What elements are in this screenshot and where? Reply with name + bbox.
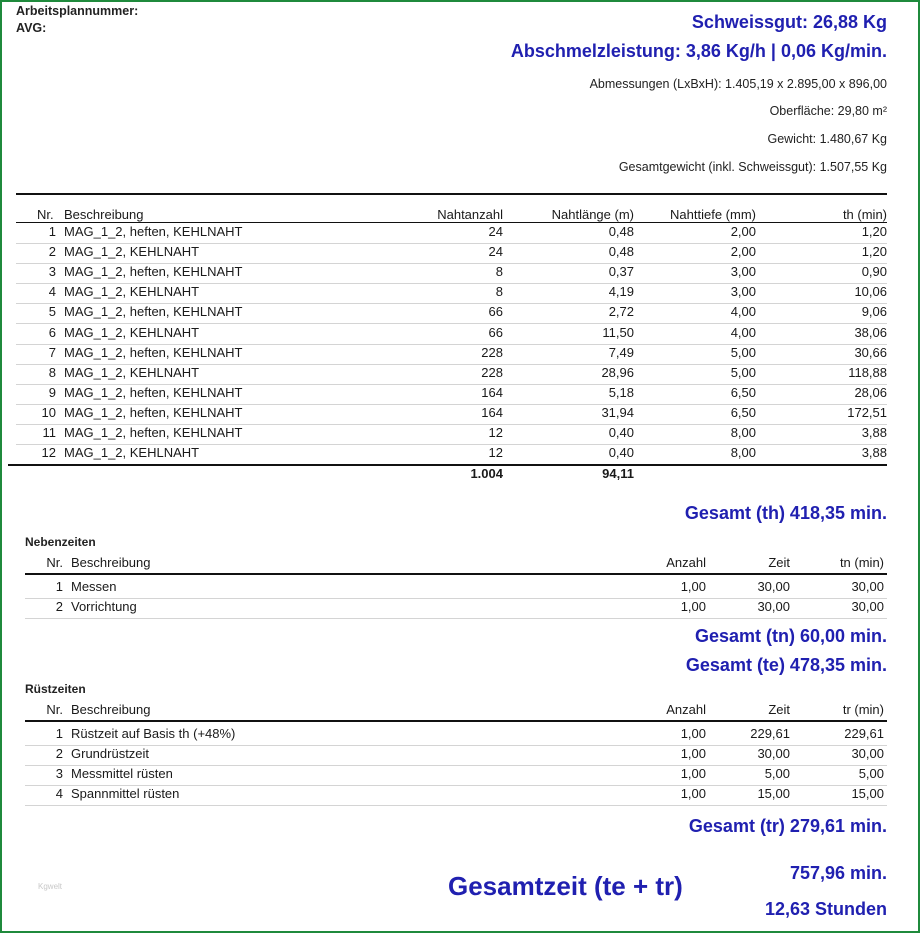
nebenzeiten-header-0: Nr.: [46, 555, 63, 570]
weld-cell-th: 172,51: [847, 404, 887, 420]
nebenzeiten-title: Nebenzeiten: [25, 535, 96, 549]
weld-header-rule: [16, 222, 887, 223]
nebenzeiten-header-3: Zeit: [768, 555, 790, 570]
weld-cell-nahtanzahl: 24: [488, 244, 503, 260]
weld-cell-beschreibung: MAG_1_2, KEHLNAHT: [64, 244, 200, 260]
ruestzeiten-header-2: Anzahl: [666, 702, 706, 717]
weld-cell-nahttiefe: 6,50: [730, 384, 756, 400]
ruestzeiten-cell-0: 1: [55, 726, 63, 741]
weld-cell-nahttiefe: 3,00: [730, 264, 756, 280]
ruestzeiten-cell-0: 4: [55, 786, 63, 801]
weld-cell-nr: 7: [48, 344, 56, 360]
weld-cell-nahtanzahl: 24: [488, 224, 503, 239]
ruestzeiten-cell-3: 229,61: [750, 726, 790, 741]
gesamt-tr: Gesamt (tr) 279,61 min.: [688, 816, 887, 836]
weld-cell-nahtlaenge: 0,37: [608, 264, 634, 280]
ruestzeiten-cell-0: 2: [55, 746, 63, 761]
weld-cell-nahtanzahl: 12: [488, 425, 503, 440]
ruestzeiten-header-rule: [25, 720, 887, 722]
weld-cell-nahtlaenge: 4,19: [608, 284, 634, 300]
weld-cell-nahttiefe: 2,00: [730, 244, 756, 260]
weld-cell-th: 1,20: [861, 244, 887, 260]
weld-cell-th: 30,66: [854, 344, 887, 360]
weld-cell-nahtlaenge: 0,40: [608, 425, 634, 440]
ruestzeiten-cell-2: 1,00: [680, 726, 706, 741]
gesamt-te: Gesamt (te) 478,35 min.: [685, 655, 887, 675]
weld-cell-nr: 9: [48, 384, 56, 400]
ruestzeiten-cell-4: 30,00: [851, 746, 884, 761]
weld-cell-th: 1,20: [861, 224, 887, 239]
weld-cell-nahttiefe: 3,00: [730, 284, 756, 300]
weld-cell-nahttiefe: 5,00: [730, 344, 756, 360]
weld-cell-th: 3,88: [861, 445, 887, 461]
nebenzeiten-cell-2: 1,00: [680, 599, 706, 614]
schweissgut-value: Schweissgut: 26,88 Kg: [691, 12, 887, 32]
weld-cell-beschreibung: MAG_1_2, KEHLNAHT: [64, 284, 200, 300]
nebenzeiten-cell-1: Messen: [71, 579, 117, 594]
ruestzeiten-title: Rüstzeiten: [25, 682, 86, 696]
weld-cell-nahtlaenge: 0,48: [608, 244, 634, 260]
ruestzeiten-cell-1: Spannmittel rüsten: [71, 786, 180, 801]
weld-cell-th: 28,06: [854, 384, 887, 400]
weld-table-top-rule: [16, 193, 887, 195]
abmessungen-value: Abmessungen (LxBxH): 1.405,19 x 2.895,00 x 896,00: [589, 77, 887, 91]
weld-cell-nahtanzahl: 66: [488, 304, 503, 320]
weld-cell-beschreibung: MAG_1_2, heften, KEHLNAHT: [64, 384, 243, 400]
gewicht-value: Gewicht: 1.480,67 Kg: [767, 132, 887, 146]
weld-cell-th: 3,88: [861, 425, 887, 440]
nebenzeiten-cell-3: 30,00: [757, 579, 790, 594]
weld-cell-nahtanzahl: 228: [481, 344, 503, 360]
ruestzeiten-cell-2: 1,00: [680, 766, 706, 781]
ruestzeiten-cell-3: 30,00: [757, 746, 790, 761]
nebenzeiten-cell-2: 1,00: [680, 579, 706, 594]
ruestzeiten-header-4: tr (min): [842, 702, 884, 717]
weld-cell-beschreibung: MAG_1_2, heften, KEHLNAHT: [64, 264, 243, 280]
weld-cell-beschreibung: MAG_1_2, KEHLNAHT: [64, 445, 200, 461]
weld-cell-nahtanzahl: 164: [481, 384, 503, 400]
oberflaeche-value: Oberfläche: 29,80 m²: [769, 104, 887, 118]
weld-header-nahtlaenge: Nahtlänge (m): [551, 207, 634, 222]
weld-cell-nr: 12: [41, 445, 56, 461]
ruestzeiten-cell-1: Messmittel rüsten: [71, 766, 173, 781]
weld-cell-th: 0,90: [861, 264, 887, 280]
weld-cell-nahtlaenge: 28,96: [601, 364, 634, 380]
weld-cell-nr: 6: [48, 324, 56, 340]
avg-label: AVG:: [16, 21, 47, 35]
weld-cell-nahtlaenge: 7,49: [608, 344, 634, 360]
ruestzeiten-header-1: Beschreibung: [71, 702, 151, 717]
weld-cell-beschreibung: MAG_1_2, KEHLNAHT: [64, 364, 200, 380]
ruestzeiten-cell-4: 15,00: [851, 786, 884, 801]
nebenzeiten-header-2: Anzahl: [666, 555, 706, 570]
weld-cell-th: 38,06: [854, 324, 887, 340]
nebenzeiten-cell-0: 1: [55, 579, 63, 594]
nebenzeiten-cell-4: 30,00: [851, 599, 884, 614]
ruestzeiten-cell-4: 229,61: [844, 726, 884, 741]
nebenzeiten-cell-0: 2: [55, 599, 63, 614]
weld-cell-nahtlaenge: 5,18: [608, 384, 634, 400]
watermark: Kgwelt: [38, 882, 63, 891]
weld-cell-nr: 1: [48, 224, 56, 239]
weld-cell-nahttiefe: 4,00: [730, 304, 756, 320]
weld-cell-beschreibung: MAG_1_2, heften, KEHLNAHT: [64, 304, 243, 320]
weld-cell-beschreibung: MAG_1_2, KEHLNAHT: [64, 324, 200, 340]
weld-cell-th: 118,88: [848, 364, 887, 380]
weld-cell-nahtlaenge: 2,72: [608, 304, 634, 320]
total-nahtanzahl: 1.004: [470, 466, 503, 481]
ruestzeiten-cell-4: 5,00: [858, 766, 884, 781]
nebenzeiten-header-rule: [25, 573, 887, 575]
weld-cell-nahttiefe: 5,00: [730, 364, 756, 380]
gesamtgewicht-value: Gesamtgewicht (inkl. Schweissgut): 1.507,55 Kg: [618, 160, 887, 174]
gesamtzeit-minutes: 757,96 min.: [789, 863, 887, 883]
total-nahtlaenge: 94,11: [602, 466, 634, 481]
nebenzeiten-header-1: Beschreibung: [71, 555, 151, 570]
ruestzeiten-cell-3: 15,00: [757, 786, 790, 801]
weld-cell-nahtanzahl: 228: [481, 364, 503, 380]
weld-cell-nahttiefe: 4,00: [730, 324, 756, 340]
weld-cell-nr: 4: [48, 284, 56, 300]
weld-cell-nahttiefe: 8,00: [730, 425, 756, 440]
weld-cell-th: 10,06: [854, 284, 887, 300]
nebenzeiten-header-4: tn (min): [839, 555, 884, 570]
nebenzeiten-cell-4: 30,00: [851, 579, 884, 594]
weld-cell-beschreibung: MAG_1_2, heften, KEHLNAHT: [64, 344, 243, 360]
gesamt-th: Gesamt (th) 418,35 min.: [684, 503, 887, 523]
weld-cell-nahtlaenge: 11,50: [602, 324, 634, 340]
weld-cell-beschreibung: MAG_1_2, heften, KEHLNAHT: [64, 425, 243, 440]
weld-cell-nahttiefe: 2,00: [730, 224, 756, 239]
ruestzeiten-header-0: Nr.: [46, 702, 63, 717]
weld-cell-beschreibung: MAG_1_2, heften, KEHLNAHT: [64, 224, 243, 239]
weld-cell-beschreibung: MAG_1_2, heften, KEHLNAHT: [64, 404, 243, 420]
abschmelzleistung-value: Abschmelzleistung: 3,86 Kg/h | 0,06 Kg/min.: [510, 41, 887, 61]
weld-cell-nahtlaenge: 31,94: [601, 404, 634, 420]
weld-cell-nr: 10: [41, 404, 56, 420]
nebenzeiten-row-divider: [25, 618, 887, 619]
weld-cell-nahtanzahl: 12: [488, 445, 503, 461]
weld-cell-nahttiefe: 8,00: [730, 445, 756, 461]
weld-cell-nahtanzahl: 8: [495, 264, 503, 280]
gesamtzeit-label: Gesamtzeit (te + tr): [448, 871, 683, 901]
weld-cell-nr: 3: [48, 264, 56, 280]
weld-cell-nahtanzahl: 66: [488, 324, 503, 340]
nebenzeiten-cell-3: 30,00: [757, 599, 790, 614]
nebenzeiten-cell-1: Vorrichtung: [71, 599, 137, 614]
weld-header-nr: Nr.: [37, 207, 54, 222]
gesamt-tn: Gesamt (tn) 60,00 min.: [694, 626, 887, 646]
ruestzeiten-cell-3: 5,00: [764, 766, 790, 781]
weld-cell-nr: 2: [48, 244, 56, 260]
weld-header-nahtanzahl: Nahtanzahl: [437, 207, 503, 222]
ruestzeiten-row-divider: [25, 805, 887, 806]
weld-cell-nahtlaenge: 0,48: [608, 224, 634, 239]
weld-cell-nahttiefe: 6,50: [730, 404, 756, 420]
weld-table-bottom-rule: [8, 464, 887, 466]
weld-cell-nr: 11: [42, 425, 56, 440]
ruestzeiten-cell-1: Grundrüstzeit: [71, 746, 150, 761]
ruestzeiten-cell-2: 1,00: [680, 786, 706, 801]
weld-header-nahttiefe: Nahttiefe (mm): [670, 207, 756, 222]
weld-cell-nr: 5: [48, 304, 56, 320]
gesamtzeit-hours: 12,63 Stunden: [764, 899, 887, 919]
weld-cell-nr: 8: [48, 364, 56, 380]
ruestzeiten-cell-0: 3: [55, 766, 63, 781]
weld-header-beschreibung: Beschreibung: [64, 207, 144, 222]
ruestzeiten-cell-1: Rüstzeit auf Basis th (+48%): [71, 726, 236, 741]
weld-cell-nahtanzahl: 8: [495, 284, 503, 300]
weld-cell-nahtanzahl: 164: [481, 404, 503, 420]
arbeitsplannummer-label: Arbeitsplannummer:: [16, 4, 139, 18]
weld-header-th: th (min): [842, 207, 887, 222]
weld-cell-nahtlaenge: 0,40: [608, 445, 634, 461]
ruestzeiten-cell-2: 1,00: [680, 746, 706, 761]
weld-cell-th: 9,06: [861, 304, 887, 320]
ruestzeiten-header-3: Zeit: [768, 702, 790, 717]
